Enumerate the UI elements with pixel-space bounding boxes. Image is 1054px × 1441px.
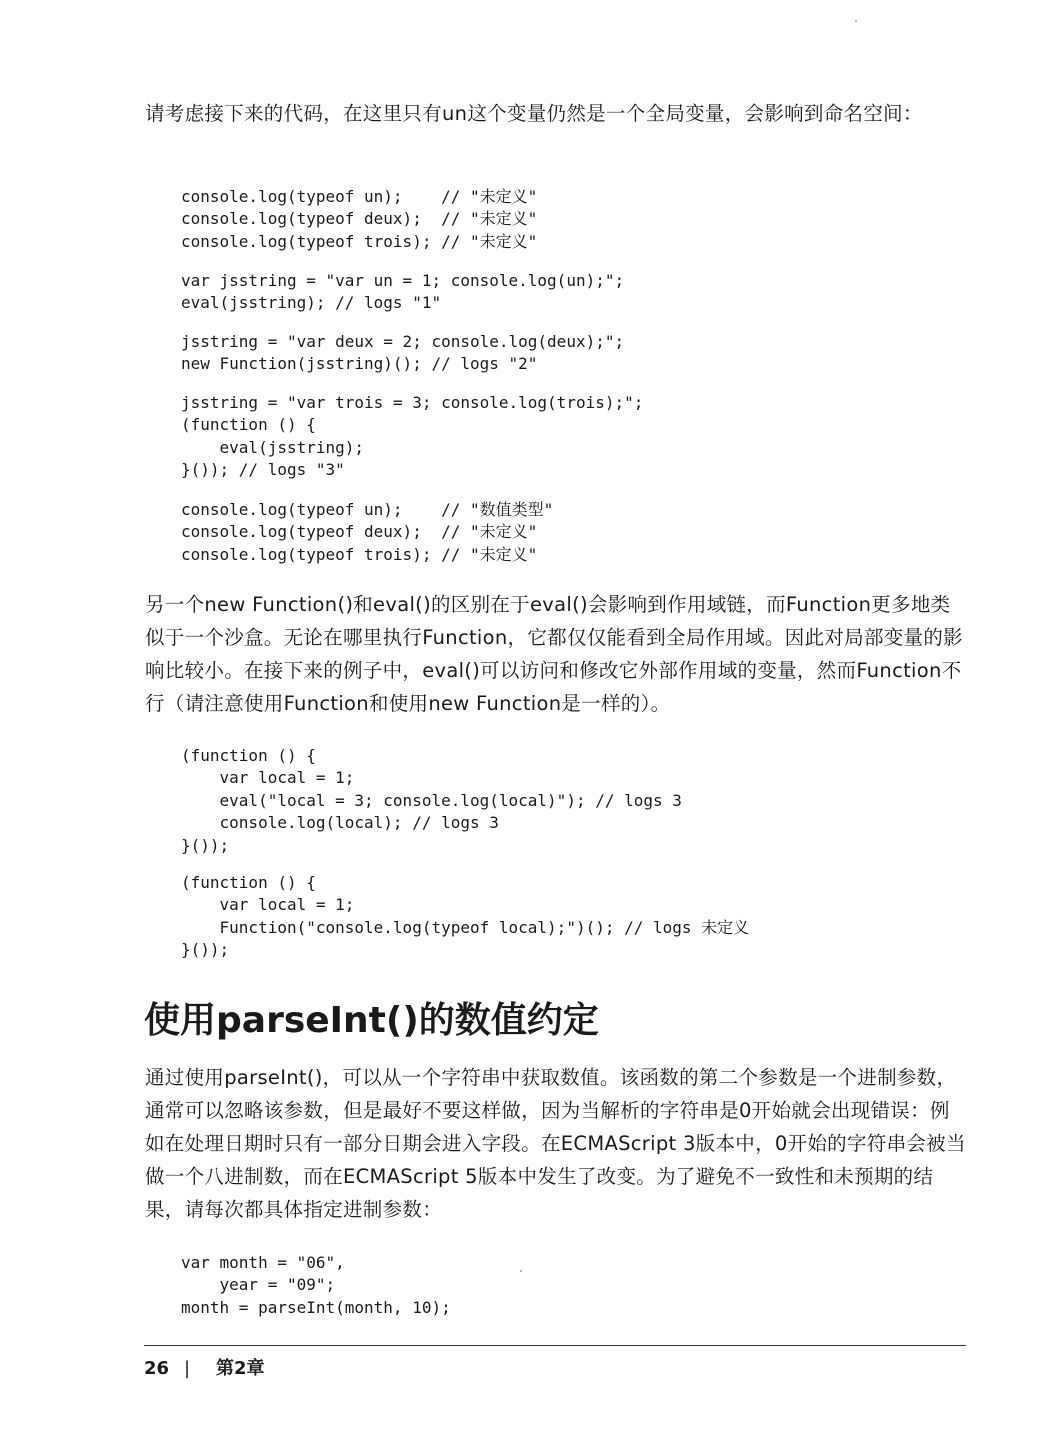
- section-paragraph: 通过使用parseInt()，可以从一个字符串中获取数值。该函数的第二个参数是一个进制参数，通常可以忽略该参数，但是最好不要这样做，因为当解析的字符串是0开始就会出现错误：例如在处理日期时只有一部分日期会进入字段。在ECMAScript 3版本中，0开始的字符串会被当做一个八进制数，而在ECMAScript 5版本中发生了改变。为了避免不一致性和未预期的结果，请每次都具体指定进制参数：: [145, 1066, 966, 1221]
- footer-rule: [144, 1345, 966, 1346]
- code-block-typeof-check-2: console.log(typeof un); // "数值类型" console.log(typeof deux); // "未定义" console.log(typeof trois); // "未定义": [181, 500, 554, 564]
- middle-paragraph: 另一个new Function()和eval()的区别在于eval()会影响到作用域链，而Function更多地类似于一个沙盒。无论在哪里执行Function，它都仅仅能看到全局作用域。因此对局部变量的影响比较小。在接下来的例子中，eval()可以访问和修改它外部作用域的变量，然而Function不行（请注意使用Function和使用new Function是一样的）。: [145, 593, 963, 715]
- page-footer: [144, 1355, 265, 1383]
- section-heading: 使用parseInt()的数值约定: [144, 1000, 599, 1041]
- scan-speck: [855, 20, 857, 22]
- code-block-new-function: jsstring = "var deux = 2; console.log(deux);"; new Function(jsstring)(); // logs "2": [181, 332, 625, 374]
- code-block-iife-eval: jsstring = "var trois = 3; console.log(trois);"; (function () { eval(jsstring); }()); // logs "3": [181, 393, 644, 480]
- footer-separator: |: [184, 1358, 191, 1379]
- code-block-parseint: var month = "06", year = "09"; month = parseInt(month, 10);: [181, 1253, 451, 1317]
- intro-paragraph: 请考虑接下来的代码，在这里只有un这个变量仍然是一个全局变量，会影响到命名空间：: [145, 102, 923, 125]
- scan-speck: [520, 1270, 522, 1272]
- code-block-function-local: (function () { var local = 1; Function("console.log(typeof local);")(); // logs 未定义 }());: [181, 873, 750, 960]
- page-number: 26: [144, 1358, 170, 1379]
- chapter-label: 第2章: [216, 1358, 265, 1379]
- code-block-eval: var jsstring = "var un = 1; console.log(un);"; eval(jsstring); // logs "1": [181, 271, 625, 313]
- code-block-typeof-check-1: console.log(typeof un); // "未定义" console.log(typeof deux); // "未定义" console.log(typeof trois); // "未定义": [181, 187, 538, 251]
- code-block-eval-local: (function () { var local = 1; eval("local = 3; console.log(local)"); // logs 3 console.log(local); // logs 3 }());: [181, 746, 682, 855]
